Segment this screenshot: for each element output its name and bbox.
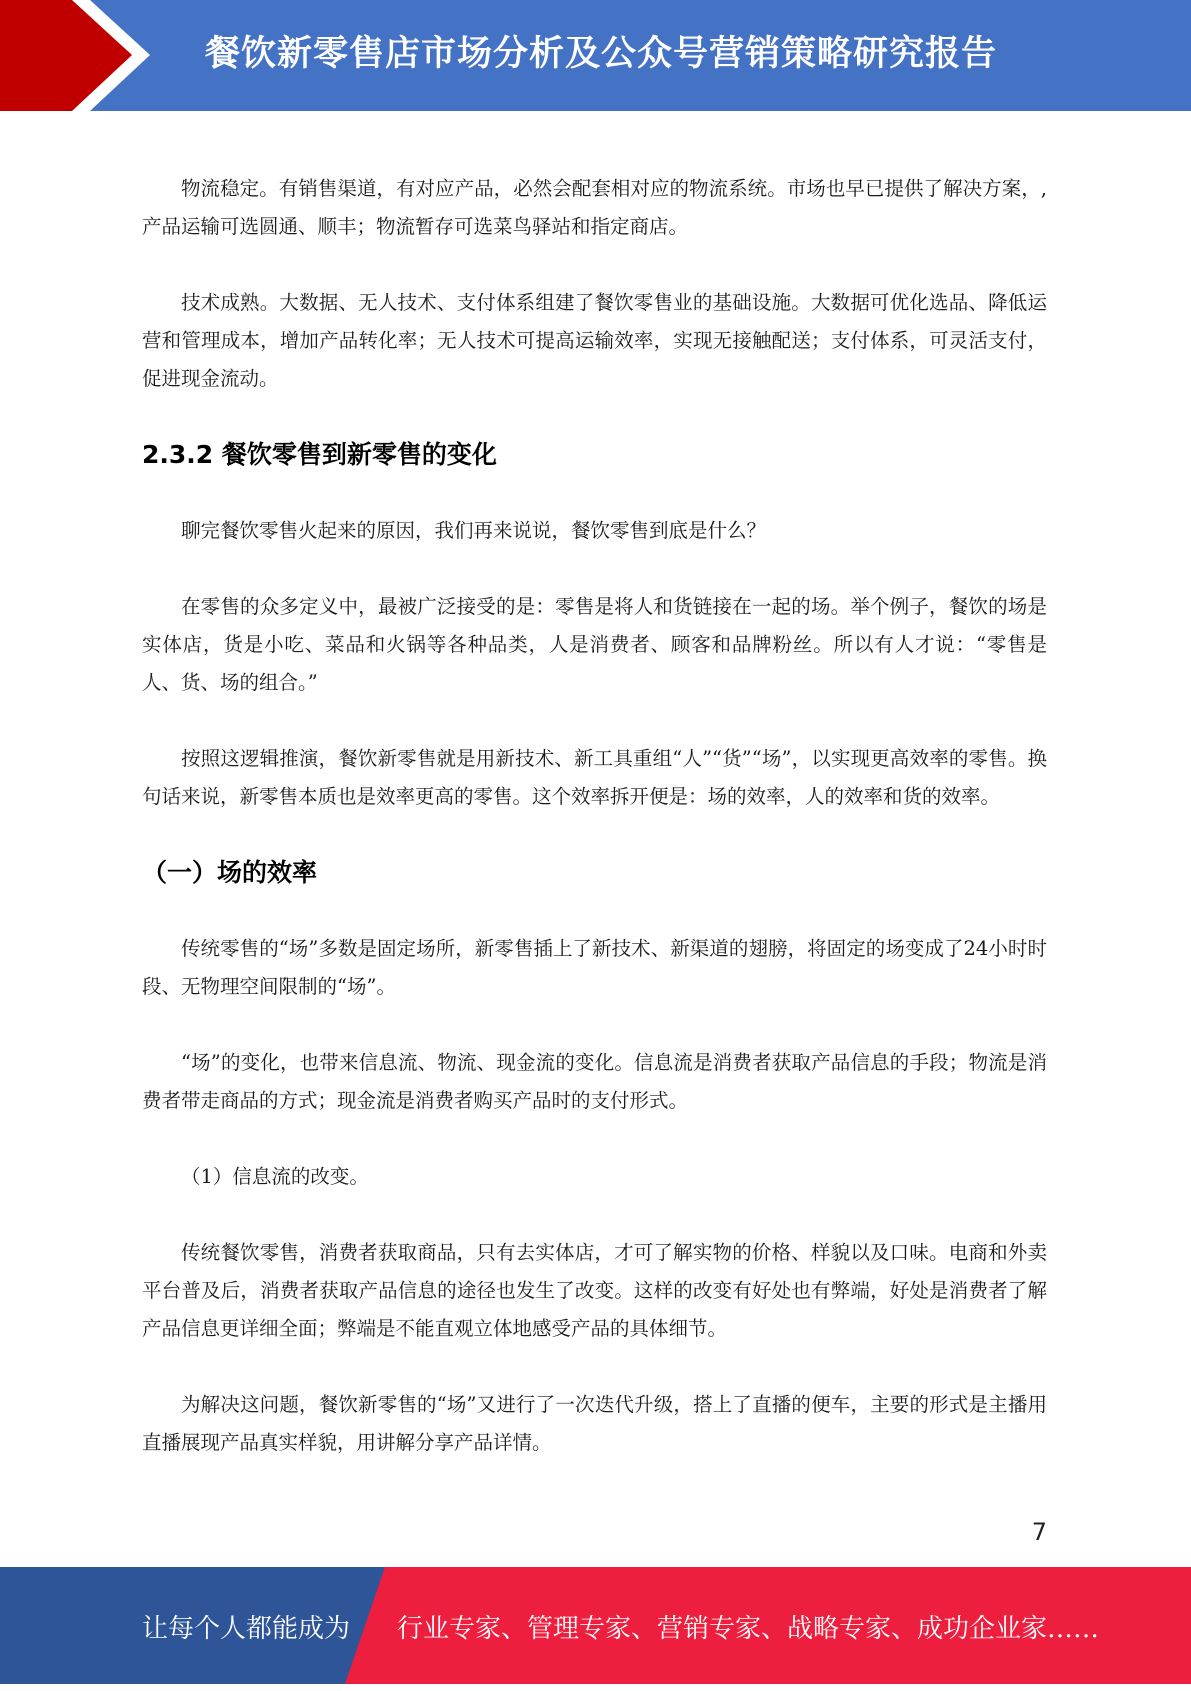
paragraph-info-flow-title: （1）信息流的改变。 (181, 1165, 369, 1188)
footer-slogan-left: 让每个人都能成为 (142, 1614, 351, 1644)
paragraph-technology: 技术成熟。大数据、无人技术、支付体系组建了餐饮零售业的基础设施。大数据可优化选品、降低运营和管理成本，增加产品转化率；无人技术可提高运输效率，实现无接触配送；支付体系，可灵活支付，促进现金流动。 (142, 291, 1047, 390)
paragraph-deduction: 按照这逻辑推演，餐饮新零售就是用新技术、新工具重组“人”“货”“场”，以实现更高效率的零售。换句话来说，新零售本质也是效率更高的零售。这个效率拆开便是：场的效率，人的效率和货的效率。 (142, 747, 1047, 808)
page-header-banner (0, 0, 1191, 111)
page-body (142, 170, 1047, 1500)
paragraph-traditional-place: 传统零售的“场”多数是固定场所，新零售插上了新技术、新渠道的翅膀，将固定的场变成了24小时时段、无物理空间限制的“场”。 (142, 937, 1047, 998)
footer-slogan-right: 行业专家、管理专家、营销专家、战略专家、成功企业家…… (397, 1614, 1100, 1644)
paragraph-flows: “场”的变化，也带来信息流、物流、现金流的变化。信息流是消费者获取产品信息的手段；物流是消费者带走商品的方式；现金流是消费者购买产品时的支付形式。 (142, 1051, 1047, 1112)
paragraph-logistics: 物流稳定。有销售渠道，有对应产品，必然会配套相对应的物流系统。市场也早已提供了解决方案，,产品运输可选圆通、顺丰；物流暂存可选菜鸟驿站和指定商店。 (142, 177, 1047, 238)
paragraph-info-flow-detail: 传统餐饮零售，消费者获取商品，只有去实体店，才可了解实物的价格、样貌以及口味。电商和外卖平台普及后，消费者获取产品信息的途径也发生了改变。这样的改变有好处也有弊端，好处是消费者了解产品信息更详细全面；弊端是不能直观立体地感受产品的具体细节。 (142, 1241, 1047, 1340)
paragraph-livestream: 为解决这问题，餐饮新零售的“场”又进行了一次迭代升级，搭上了直播的便车，主要的形式是主播用直播展现产品真实样貌，用讲解分享产品详情。 (142, 1393, 1047, 1454)
report-title: 餐饮新零售店市场分析及公众号营销策略研究报告 (205, 34, 998, 74)
paragraph-question: 聊完餐饮零售火起来的原因，我们再来说说，餐饮零售到底是什么？ (181, 519, 767, 542)
page-number: 7 (1031, 1518, 1047, 1546)
section-heading-2-3-2: 2.3.2 餐饮零售到新零售的变化 (142, 440, 497, 469)
red-chevron-decoration (0, 0, 160, 111)
paragraph-definition: 在零售的众多定义中，最被广泛接受的是：零售是将人和货链接在一起的场。举个例子，餐饮的场是实体店，货是小吃、菜品和火锅等各种品类，人是消费者、顾客和品牌粉丝。所以有人才说：“零售是人、货、场的组合。” (142, 595, 1047, 694)
subsection-heading-place-efficiency: （一）场的效率 (142, 858, 318, 887)
page-footer-banner (0, 1567, 1191, 1684)
